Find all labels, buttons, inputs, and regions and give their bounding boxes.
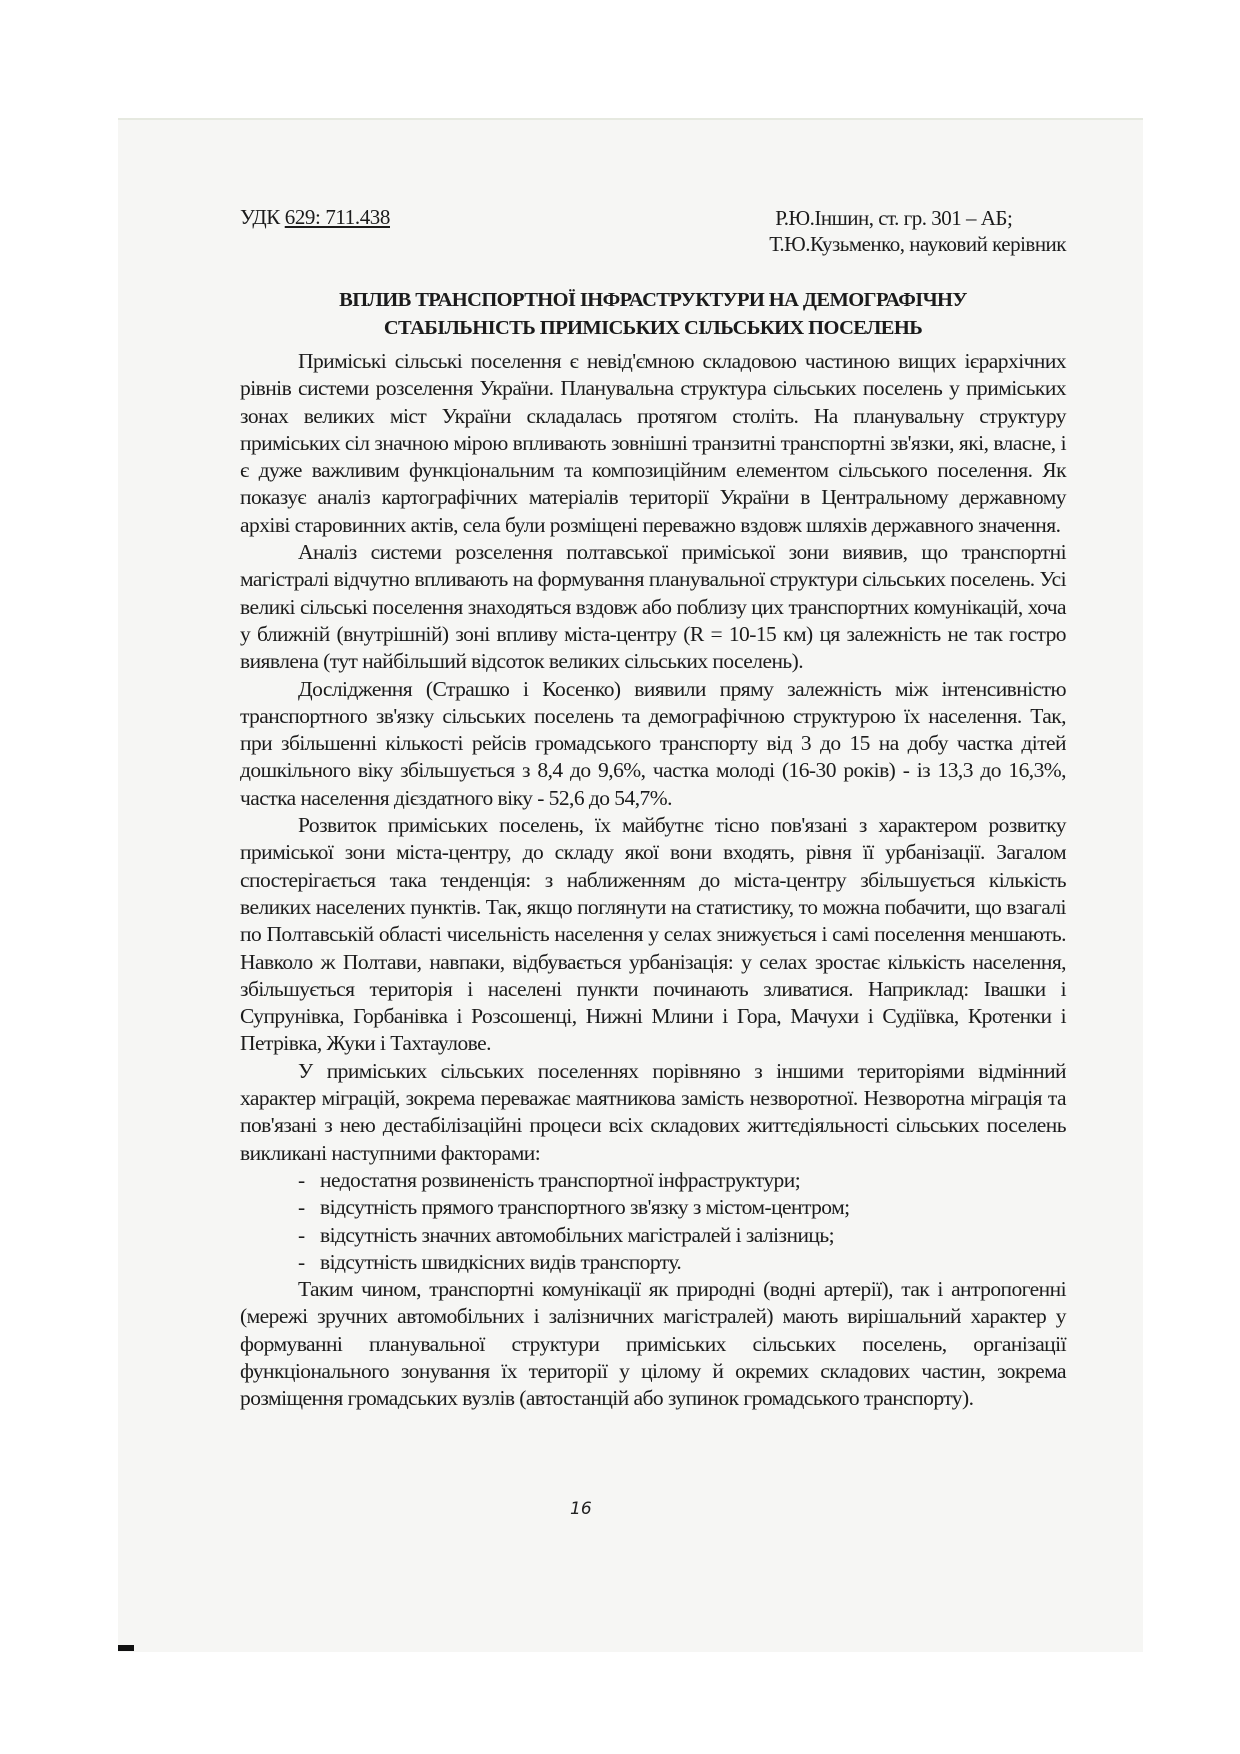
conclusion-paragraph: Таким чином, транспортні комунікації як природні (водні артерії), так і антропогенні (мережі зручних автомобільних і залізничних магістралей) мають вирішальний характер у формуванні планувальної структури приміських сільських поселень, організації функціонального зонування їх території у цілому й окремих складових частин, зокрема розміщення громадських вузлів (автостанцій або зупинок громадського транспорту). <box>240 1277 1066 1411</box>
factors-list <box>240 1167 1066 1276</box>
title-line-2: СТАБІЛЬНІСТЬ ПРИМІСЬКИХ СІЛЬСЬКИХ ПОСЕЛЕНЬ <box>383 317 923 339</box>
author-student: Р.Ю.Іншин, ст. гр. 301 – АБ; <box>775 206 1013 230</box>
udk-prefix: УДК <box>240 205 285 229</box>
article-title <box>240 286 1066 342</box>
paragraph: Дослідження (Страшко і Косенко) виявили пряму залежність між інтенсивністю транспортного зв'язку сільських поселень та демографічною структурою їх населення. Так, при збільшенні кількості рейсів громадського транспорту від 3 до 15 на добу частка дітей дошкільного віку збільшується з 8,4 до 9,6%, частка молоді (16-30 років) - із 13,3 до 16,3%, частка населення дієздатного віку - 52,6 до 54,7%. <box>240 676 1066 810</box>
scan-edge-mark <box>118 1645 134 1651</box>
paragraph: Розвиток приміських поселень, їх майбутнє тісно пов'язані з характером розвитку приміської зони міста-центру, до складу якої вони входять, рівня її урбанізації. Загалом спостерігається така тенденція: з наближенням до міста-центру збільшується кількість великих населених пунктів. Так, якщо поглянути на статистику, то можна побачити, що взагалі по Полтавській області чисельність населення у селах знижується і самі поселення меншають. Навколо ж Полтави, навпаки, відбувається урбанізація: у селах зростає кількість населення, збільшується територія і населені пункти починають зливатися. Наприклад: Івашки і Супрунівка, Горбанівка і Розсошенці, Нижні Млини і Гора, Мачухи і Судіївка, Кротенки і Петрівка, Жуки і Тахтаулове. <box>240 813 1066 1056</box>
list-item: - відсутність значних автомобільних магістралей і залізниць; <box>298 1222 1066 1249</box>
list-item: - відсутність прямого транспортного зв'язку з містом-центром; <box>298 1194 1066 1221</box>
article-body <box>240 348 1066 1413</box>
page-number: 16 <box>570 1499 592 1519</box>
title-line-1: ВПЛИВ ТРАНСПОРТНОЇ ІНФРАСТРУКТУРИ НА ДЕМОГРАФІЧНУ <box>339 289 967 311</box>
paragraph: У приміських сільських поселеннях порівняно з іншими територіями відмінний характер міграцій, зокрема переважає маятникова замість незворотної. Незворотна міграція та пов'язані з нею дестабілізаційні процеси всіх складових життєдіяльності сільських поселень викликані наступними факторами: <box>240 1058 1066 1165</box>
paragraph: Приміські сільські поселення є невід'ємною складовою частиною вищих ієрархічних рівнів системи розселення України. Планувальна структура сільських поселень у приміських зонах великих міст України складалась протягом століть. На планувальну структуру приміських сіл значною мірою впливають зовнішні транзитні транспортні зв'язки, які, власне, і є дуже важливим функціональним та композиційним елементом сільського поселення. Як показує аналіз картографічних матеріалів території України в Центральному державному архіві старовинних актів, села були розміщені переважно вздовж шляхів державного значення. <box>240 349 1066 537</box>
author-supervisor: Т.Ю.Кузьменко, науковий керівник <box>769 232 1066 256</box>
list-item: - відсутність швидкісних видів транспорту. <box>298 1249 1066 1276</box>
udk-code <box>240 205 390 230</box>
udk-number: 629: 711.438 <box>284 205 390 229</box>
authors-block <box>769 205 1066 257</box>
paragraph: Аналіз системи розселення полтавської приміської зони виявив, що транспортні магістралі відчутно впливають на формування планувальної структури сільських поселень. Усі великі сільські поселення знаходяться вздовж або поблизу цих транспортних комунікацій, хоча у ближній (внутрішній) зоні впливу міста-центру (R = 10-15 км) ця залежність не так гостро виявлена (тут найбільший відсоток великих сільських поселень). <box>240 540 1066 674</box>
list-item: - недостатня розвиненість транспортної інфраструктури; <box>298 1167 1066 1194</box>
